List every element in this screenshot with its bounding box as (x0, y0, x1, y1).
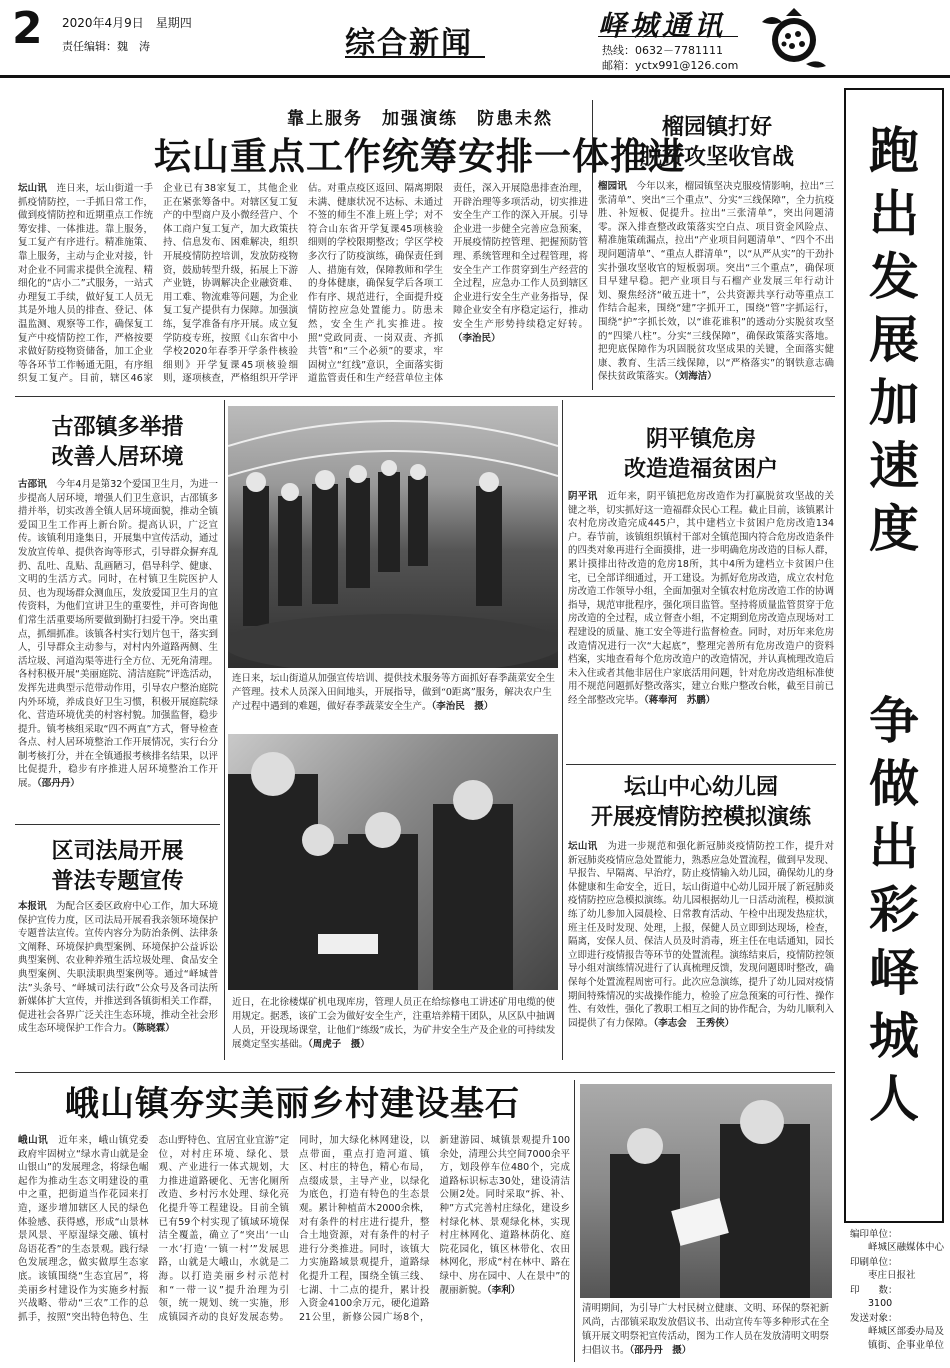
slogan-char: 峄 (869, 944, 919, 1002)
photo2-caption-text: 近日，在北徐楼煤矿机电现库房，管理人员正在给综修电工讲述矿用电缆的使用规定。据悉，该矿工会为做好安全生产，注重培养精干团队，从区队中抽调人员，开设现场课堂，让他们“练级”成长，为矿井安全生产及企业的可持续发展奠定坚实基础。 (232, 997, 556, 1050)
issue-date: 2020年4月9日 星期四 (62, 16, 192, 30)
pomegranate-logo-icon (752, 2, 832, 72)
slogan-char: 展 (869, 311, 919, 369)
slogan-char: 做 (869, 755, 919, 813)
liuyuan-byline: 榴园讯 (598, 181, 627, 192)
photo1-caption-text: 连日来，坛山街道从加强宣传培训、提供技术服务等方面抓好春季蔬菜安全生产管理。技术人员深入田间地头，开展指导，做到“0距离”服务，解决农户生产过程中遇到的难题，做好春季蔬菜安全生产。 (232, 673, 556, 712)
lead-text: 连日来，坛山街道一手抓疫情防控，一手抓日常工作，做到疫情防控和近期重点工作统筹安排、一体推进。靠上服务，复工复产有序进行。精准施策、靠上服务，主动与企业对接，针对企业不同需求提供全流程、精细化的“店小二”式服务，一站式办理复工手续，做好复工人员无其是外地人员的排查、登记、体温监测、观察等工作，确保复工复产中疫情防控工作，严格按要求做好防疫物资储备，加工企业等各环节工作畅通无阻，有序组织复工复产。目前，辖区46家企业已有38家复工，其他企业正在紧张筹备中。对辖区复工复产的中型商户及小微经营户、个体工商户复工复产，加大政策扶持、信息发布、困难解决，组织开展疫情防控培训，发放防疫物资，鼓励转型升级，拓展上下游产业链，协调解决企业融资难、用工难、物流难等问题，为企业复工复产提供有力保障。加强演练，复学准备有序开展。成立复学防疫专班，按照《山东省中小学校2020年春季开学条件核验细则》开学复课45项核验细则，逐项核查，严格组织开学评估。对重点疫区返回、隔离期限未满、健康状况不达标、未通过不签的师生不准上班上学；对不符合山东省开学复课45项核验细则的学校限期整改；学区学校多次行了防疫演练，确保责任到人、措施有效，保障教师和学生的身体健康，确保复学后各项工作有序、规范进行，全面提升疫情防控应急处置能力。防患未然，安全生产扎实推进。按照“党政同责、一岗双责、齐抓共管”和“三个必须”的要求，牢固树立“红线”意识，全面落实街道监管责任和生产经营单位主体责任，深入开展隐患排查治理，开辟治理等多项活动，切实推进安全生产工作的深入开展。引导企业进一步健全完善应急预案，开展疫情防控管理、把握预防管理、系统管理和全过程管理，将安全生产工作贯穿到生产经营的全过程，应急办工作人员到辖区企业进行安全生产业务指导，保障企业安全有序稳定运行，推动安全生产形势持续稳定好转。 (18, 183, 588, 385)
sifa-title-1: 区司法局开展 (51, 838, 184, 864)
mine-workers-photo (228, 734, 558, 990)
lead-author: （李治民） (453, 332, 501, 344)
kindergarten-article-body (568, 840, 834, 1066)
yinping-byline: 阴平讯 (568, 491, 598, 502)
section-divider (15, 1072, 835, 1073)
info-label: 发送对象： (850, 1313, 898, 1324)
gushao-title-2: 改善人居环境 (51, 444, 184, 470)
slogan-char: 彩 (869, 881, 919, 939)
slogan-line-2 (846, 690, 942, 1131)
photo2-author: （周虎子 摄） (308, 1039, 370, 1050)
sifa-text: 为配合区委区政府中心工作，加大环境保护宣传力度，区司法局开展看我亲领环境保护专题普法宣传。宣传内容分为防治条例、法律条文阐释、环境保护典型案例、环境保护公益诉讼典型案例、农业种养殖生活垃圾处理、食品安全典型案例、失职渎职典型案例等。通过“峄城普法”头条号、“峄城司法行政”公众号及各司法所新媒体扩大宣传，并推送到各镇街相关工作群，促进社会各界广泛关注生态环境，推动全社会形成生态环境保护工作合力。 (18, 901, 218, 1035)
info-label: 印刷单位： (850, 1257, 898, 1268)
info-label: 编印单位： (850, 1229, 898, 1240)
liuyuan-title-2: 脱贫攻坚收官战 (639, 144, 794, 170)
lead-headline: 坛山重点工作统筹安排一体推进 (154, 134, 686, 178)
email: 邮箱：yctx991@126.com (602, 59, 739, 72)
gushao-author: （邵丹丹） (37, 778, 80, 790)
liuyuan-article-body (598, 180, 834, 390)
photo2-caption (232, 996, 557, 1052)
eshan-byline: 峨山讯 (18, 1135, 49, 1146)
column-rule (574, 1080, 575, 1362)
column-rule (592, 100, 593, 390)
paper-rule (598, 36, 738, 37)
slogan-char: 出 (869, 185, 919, 243)
sifa-article-body (18, 900, 218, 1060)
yinping-title-2: 改造造福贫困户 (623, 456, 778, 482)
slogan-char: 城 (869, 1007, 919, 1065)
editor-credit: 责任编辑：魏 涛 (62, 40, 150, 53)
column-rule (562, 400, 563, 1060)
liuyuan-author: （刘海洁） (674, 371, 717, 383)
lead-article-body (18, 182, 588, 392)
slogan-line-1 (846, 120, 942, 561)
liuyuan-title-1: 榴园镇打好 (661, 114, 772, 140)
yinping-title-1: 阴平镇危房 (645, 426, 756, 452)
kindergarten-text: 为进一步规范和强化新冠肺炎疫情防控工作，提升对新冠肺炎疫情应急处置能力，熟悉应急处置流程，做到早发现、早报告、早隔离、早治疗，防止疫情输入幼儿园，确保幼儿的身体健康和生命安全，近日，坛山街道中心幼儿园开展了新冠肺炎疫情防控应急模拟演练。幼儿园根据幼儿一日活动流程，模拟演练了幼儿参加入园晨检、日常教育活动、午检中出现发热症状，班主任及时发现、处理，上报，保健人员立即到达现场，检查，隔离，安保人员、保洁人员及时消毒，班主任在电话通知，园长立即进行疫情报告等环节的处置流程。演练结束后，疫情防控领导小组对演练情况进行了认真梳理反馈，发现问题即时整改，确保每个处置流程周密可行。此次应急演练，提升了幼儿园对疫情期间特殊情况的实战操作能力，检验了应急预案的可行性、操作性、有效性，强化了教职工相互之间的协作配合，为幼儿顺利入园提供了有力保障。 (568, 841, 834, 1029)
slogan-char: 度 (869, 500, 919, 558)
divider (566, 764, 836, 765)
lead-kicker: 靠上服务 加强演练 防患未然 (287, 109, 553, 129)
photo3-caption-text: 清明期间，为引导广大村民树立健康、文明、环保的祭祀新风尚，古邵镇采取发放倡议书、出动宣传车等多种形式在全镇开展文明祭祀宣传活动，图为工作人员在发放清明文明祭扫倡议书。 (582, 1303, 830, 1356)
yinping-author: （蒋奉河 苏鹏） (644, 694, 716, 706)
slogan-char: 速 (869, 437, 919, 495)
kindergarten-byline: 坛山讯 (568, 841, 598, 852)
info-value: 3100 (868, 1298, 893, 1309)
photo1-author: （李治民 摄） (431, 701, 494, 712)
kindergarten-title-2: 开展疫情防控模拟演练 (590, 804, 811, 830)
info-value: 峄城区部委办局及镇街、企事业单位 (868, 1326, 945, 1351)
page-number: 2 (12, 3, 43, 54)
gushao-article-body (18, 478, 218, 820)
eshan-headline: 峨山镇夯实美丽乡村建设基石 (65, 1084, 520, 1124)
info-value: 峄城区融媒体中心 (868, 1242, 945, 1253)
eshan-author: （李利） (487, 1284, 521, 1296)
qingming-photo (580, 1084, 832, 1298)
info-label: 印 数： (850, 1285, 898, 1296)
photo3-caption (582, 1302, 832, 1358)
sifa-byline: 本报讯 (18, 901, 47, 912)
photo1-caption (232, 672, 557, 714)
eshan-text: 近年来，峨山镇党委政府牢固树立“绿水青山就是金山银山”的发展理念，将绿色崛起作为推动生态文明建设的重中之重，把街道当作花园来打造，逐步增加辖区人民的绿色体验感、获得感，形成“山景林景风景、平原湿绿交融、镇村岛语花香”的生态景观。践行绿色发展理念，做实做厚生态家底。该镇围绕“生态宜居”，将美丽乡村建设作为实施乡村振兴战略、带动“三农”工作的总抓手，按照“突出特色特色、生态山野特色、宜居宜业宜游”定位，对村庄环境、绿化、景观、产业进行一体式规划，大力推进道路硬化、无害化厕所改造、乡村污水处理、绿化亮化提升等工程建设。目前全镇已有59个村实现了镇域环境保洁全覆盖，确立了“突出‘一山一水’打造‘一镇一村’”发展思路，山就是大峨山，水就是二海。以打造美丽乡村示范村和“一带一议”提升治理为引领，统一规划、统一实施，形成镇园齐动的良好发展态势。同时，加大绿化林网建设，以点带面，重点打造河道、镇区、村庄的特色，精心布局，点缀成景，主导产业，以绿化为底色，打造有特色的生态景观。累计种植苗木2000余株，对有条件的村庄进行提升，整合土地资源，对有条件的村子进行分类推进。同时，该镇大力实施路域景观提升，道路绿化提升工程，围绕全镇三线、七湖、十二点的提升，累计投入资金4100余万元，硬化道路21公里，新修公园广场8个，新建游园、城镇景观提升100余处，清理公共空间7000余平方，划段停车位480个，完成道路标识标志30处，建设清洁公厕2处。同时采取“拆、补、种”方式完善村庄绿化，建设乡村绿化林、景观绿化林，实现村庄林网化、道路林荫化、庭院花园化，镇区林带化、农田林网化，形成“村在林中、路在绿中、房在园中、人在景中”的靓丽新貌。 (18, 1135, 570, 1323)
divider (15, 824, 220, 825)
slogan-char: 跑 (869, 122, 919, 180)
slogan-char: 争 (869, 692, 919, 750)
gushao-text: 今年4月是第32个爱国卫生月，为进一步提高人居环境，增强人们卫生意识，古邵镇多措并举，切实改善全镇人居环境面貌，推动全镇爱国卫生工作再上新台阶。提高认识，广泛宣传。该镇利用逢集日，开展集中宣传活动，通过发放宣传单、提供咨询等形式，引导群众摒弃乱扔、乱吐、乱贴、乱画陋习，倡导科学、健康、文明的生活方式。同时，在村镇卫生院医护人员、也为现场群众测血压，发放爱国卫生月的宣传资料，为他们宣讲卫生的重要性，并可咨询他们常生活重要场所要做到勤打扫爱干净。突出重点，抓细抓准。该镇各村实行划片包干，落实到人，引导群众主动参与，对村内外道路两侧、生活垃圾、河道沟渠等进行全方位、无死角清理。各村积极开展“美丽庭院、清洁庭院”评选活动，发挥先进典型示范带动作用，引导农户整治庭院内外环境，养成良好卫生习惯，积极开展庭院绿化、营造环境优美的村容村貌。加强监督，稳步提升。镇考核组采取“四不两直”方式，督导检查各点、村人居环境整治工作开展情况，实行台分制考核打分，并在全镇通报考核排名结果，以评比促提升，稳步有序推进人居环境整治工作开展。 (18, 479, 218, 790)
sifa-author: （陈晓霖） (132, 1023, 175, 1035)
gushao-byline: 古邵讯 (18, 479, 47, 490)
lead-byline: 坛山讯 (18, 183, 47, 194)
slogan-char: 加 (869, 374, 919, 432)
kindergarten-author: （李志会 王秀侠） (653, 1017, 735, 1029)
eshan-article-body (18, 1134, 570, 1362)
paper-name: 峄城通讯 (598, 9, 727, 42)
kindergarten-title-1: 坛山中心幼儿园 (623, 774, 778, 800)
section-title: 综合新闻 (345, 26, 473, 61)
section-underline (345, 56, 485, 58)
yinping-text: 近年来，阴平镇把危房改造作为打赢脱贫攻坚战的关键之举，切实抓好这一造福群众民心工程。截止目前，该镇累计农村危房改造完成445户，其中建档立卡贫困户危房改造134户。春节前，该镇组织镇村干部对全镇范围内符合危房改造条件的四类对象再进行全面摸排，进一步明确危房改造的目标人群，累计摸排出待改造的危房18所，其中4所为建档立卡贫困户住宅，已全部详细通过，开工建设。为抓好危房改造，成立农村危房改造工作领导小组，全面加强对全镇农村危房改造工作的协调指导，规范审批程序，强化项目监管。坚持将质量监管贯穿于危房改造的全过程，成立督查小组，不定期到危房改造点现场对工程建设的质量、施工安全等进行监督检查。同时，对历年来危房改造情况进行一次“大起底”，整理完善所有危房改造户的资料档案，实地查看每个危房改造户的改造情况，并认真梳理改造后未入住或者其他非居住户家底活用问题，针对危房改造组标准使用不规范问题抓好整改落实，建立台账户整改台帐，截至目前已经全部整改完毕。 (568, 491, 834, 706)
hotline: 热线：0632－7781111 (602, 44, 723, 57)
slogan-char: 人 (869, 1070, 919, 1128)
slogan-char: 出 (869, 818, 919, 876)
masthead (0, 0, 950, 78)
gushao-title-1: 古邵镇多举措 (51, 414, 184, 440)
section-divider (15, 396, 835, 397)
slogan-char: 发 (869, 248, 919, 306)
yinping-article-body (568, 490, 834, 760)
liuyuan-text: 今年以来，榴园镇坚决克服疫情影响，拉出“三张清单”、突出“三个重点”、分实“三线保障”，全力抗疫胜、补短板、促提升。拉出“三张清单”，突出问题清零。深入排查整改政策落实空白点、项目资金风险点、精准施策疏漏点，拉出“产业项目问题清单”、“四个不出现问题清单”、“重点人群清单”，以“从严从实”的干劲扑实扑强攻坚收官的短板弱项。突出“三个重点”，确保项目早建早稳。把产业项目与石榴产业发展三年行动计划、聚焦经济“破五进十”，公共资源共享行动等重点工作结合起来，围绕“建”字抓开工，围绕“管”字抓运行，围绕“护”字抓长效，以“谁花谁积”的透动分实脱贫攻坚的“四梁八柱”。分实“三线保障”，确保政策落实落地。把兜底保障作为巩固脱贫攻坚成果的关键，全面落实健康、教育、生活三线保障，以“严格落实”的钢铁意志确保扶贫政策落实。 (598, 181, 834, 383)
photo3-author: （邵丹丹 摄） (629, 1345, 692, 1356)
info-value: 枣庄日报社 (868, 1270, 916, 1281)
sifa-title-2: 普法专题宣传 (51, 868, 184, 894)
greenhouse-photo (228, 406, 558, 668)
slogan-box (844, 88, 944, 1223)
column-rule (224, 400, 225, 1060)
